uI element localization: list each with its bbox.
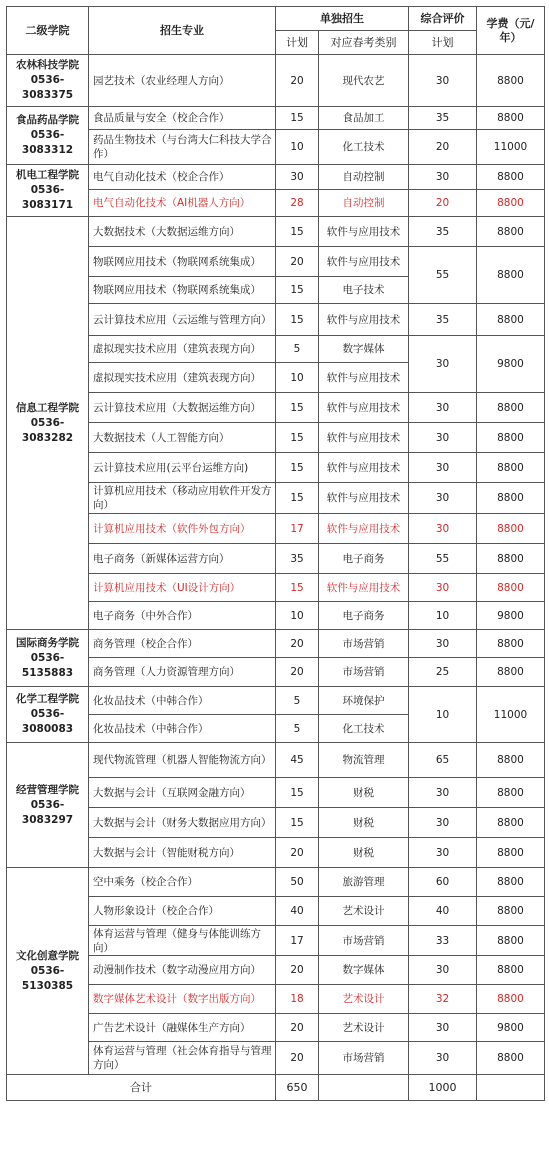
category-cell: 财税	[319, 778, 409, 808]
college-cell	[7, 868, 89, 1075]
fee-cell: 8800	[477, 808, 545, 838]
fee-cell: 8800	[477, 897, 545, 926]
major-cell: 化妆品技术（中韩合作）	[89, 687, 276, 715]
comp-plan-cell: 55	[409, 247, 477, 304]
major-cell: 体育运营与管理（社会体育指导与管理方向）	[89, 1042, 276, 1075]
category-cell: 软件与应用技术	[319, 304, 409, 336]
category-cell: 软件与应用技术	[319, 453, 409, 483]
plan-cell: 5	[276, 687, 319, 715]
major-cell: 动漫制作技术（数字动漫应用方向）	[89, 956, 276, 985]
fee-cell: 8800	[477, 483, 545, 514]
major-cell: 人物形象设计（校企合作）	[89, 897, 276, 926]
fee-cell: 8800	[477, 247, 545, 304]
college-cell	[7, 165, 89, 217]
fee-cell: 9800	[477, 336, 545, 393]
comp-plan-cell: 10	[409, 687, 477, 743]
college-cell	[7, 217, 89, 630]
category-cell: 数字媒体	[319, 336, 409, 363]
category-cell: 物流管理	[319, 743, 409, 778]
plan-cell: 20	[276, 658, 319, 687]
major-cell: 大数据与会计（智能财税方向）	[89, 838, 276, 868]
comp-plan-cell: 30	[409, 1042, 477, 1075]
table-row	[7, 630, 545, 658]
fee-cell: 8800	[477, 868, 545, 897]
comp-plan-cell: 30	[409, 778, 477, 808]
category-cell: 市场营销	[319, 926, 409, 956]
major-cell: 计算机应用技术（UI设计方向）	[89, 574, 276, 602]
college-cell	[7, 743, 89, 868]
category-cell: 数字媒体	[319, 956, 409, 985]
fee-cell: 11000	[477, 687, 545, 743]
comp-plan-cell: 30	[409, 1014, 477, 1042]
plan-cell: 28	[276, 190, 319, 217]
comp-plan-cell: 25	[409, 658, 477, 687]
fee-cell: 8800	[477, 190, 545, 217]
plan-cell: 30	[276, 165, 319, 190]
major-cell: 计算机应用技术（软件外包方向）	[89, 514, 276, 544]
table-row	[7, 165, 545, 190]
major-cell: 虚拟现实技术应用（建筑表现方向）	[89, 336, 276, 363]
comp-plan-cell: 35	[409, 217, 477, 247]
fee-cell: 8800	[477, 544, 545, 574]
comp-plan-cell: 32	[409, 985, 477, 1014]
category-cell: 软件与应用技术	[319, 247, 409, 277]
comp-plan-cell: 30	[409, 393, 477, 423]
college-cell	[7, 107, 89, 165]
category-cell: 市场营销	[319, 1042, 409, 1075]
plan-cell: 20	[276, 630, 319, 658]
plan-cell: 35	[276, 544, 319, 574]
college-name: 机电工程学院	[16, 169, 79, 181]
plan-cell: 15	[276, 778, 319, 808]
plan-cell: 50	[276, 868, 319, 897]
comp-plan-cell: 40	[409, 897, 477, 926]
comp-plan-cell: 30	[409, 55, 477, 107]
major-cell: 食品质量与安全（校企合作）	[89, 107, 276, 130]
table-row	[7, 743, 545, 778]
category-cell: 电子技术	[319, 277, 409, 304]
category-cell: 食品加工	[319, 107, 409, 130]
fee-cell: 8800	[477, 55, 545, 107]
plan-cell: 15	[276, 483, 319, 514]
plan-cell: 15	[276, 217, 319, 247]
fee-cell: 8800	[477, 630, 545, 658]
fee-cell: 8800	[477, 574, 545, 602]
major-cell: 商务管理（人力资源管理方向）	[89, 658, 276, 687]
major-cell: 商务管理（校企合作）	[89, 630, 276, 658]
fee-cell: 8800	[477, 985, 545, 1014]
category-cell: 软件与应用技术	[319, 217, 409, 247]
category-cell: 化工技术	[319, 130, 409, 165]
major-cell: 广告艺术设计（融媒体生产方向）	[89, 1014, 276, 1042]
plan-cell: 15	[276, 423, 319, 453]
plan-cell: 15	[276, 107, 319, 130]
plan-cell: 15	[276, 453, 319, 483]
category-cell: 环境保护	[319, 687, 409, 715]
total-label: 合计	[7, 1075, 276, 1101]
category-cell: 软件与应用技术	[319, 514, 409, 544]
category-cell: 软件与应用技术	[319, 574, 409, 602]
major-cell: 计算机应用技术（移动应用软件开发方向）	[89, 483, 276, 514]
category-cell: 艺术设计	[319, 897, 409, 926]
plan-cell: 20	[276, 956, 319, 985]
major-cell: 大数据技术（大数据运维方向）	[89, 217, 276, 247]
comp-plan-cell: 65	[409, 743, 477, 778]
category-cell: 市场营销	[319, 630, 409, 658]
major-cell: 大数据与会计（财务大数据应用方向）	[89, 808, 276, 838]
fee-cell: 8800	[477, 658, 545, 687]
college-name: 化学工程学院	[16, 693, 79, 705]
plan-cell: 20	[276, 1042, 319, 1075]
category-cell: 现代农艺	[319, 55, 409, 107]
plan-cell: 10	[276, 363, 319, 393]
comp-plan-cell: 30	[409, 453, 477, 483]
plan-cell: 18	[276, 985, 319, 1014]
college-cell	[7, 55, 89, 107]
major-cell: 数字媒体艺术设计（数字出版方向）	[89, 985, 276, 1014]
category-cell: 电子商务	[319, 544, 409, 574]
fee-cell: 8800	[477, 1042, 545, 1075]
header-comprehensive: 综合评价	[409, 7, 477, 31]
major-cell: 虚拟现实技术应用（建筑表现方向）	[89, 363, 276, 393]
fee-cell: 8800	[477, 423, 545, 453]
college-name: 国际商务学院	[16, 636, 79, 649]
college-name: 食品药品学院	[16, 114, 79, 126]
comp-plan-cell: 30	[409, 165, 477, 190]
fee-cell: 8800	[477, 304, 545, 336]
college-phone: 0536-3083282	[21, 416, 74, 444]
plan-cell: 15	[276, 574, 319, 602]
header-category: 对应春考类别	[319, 31, 409, 55]
category-cell: 自动控制	[319, 165, 409, 190]
table-row	[7, 217, 545, 247]
major-cell: 电子商务（新媒体运营方向）	[89, 544, 276, 574]
college-name: 经营管理学院	[16, 783, 79, 796]
category-cell: 软件与应用技术	[319, 483, 409, 514]
table-body	[7, 55, 545, 1075]
plan-cell: 15	[276, 393, 319, 423]
comp-plan-cell: 30	[409, 336, 477, 393]
college-name: 信息工程学院	[16, 401, 79, 414]
comp-plan-cell: 35	[409, 304, 477, 336]
college-name: 农林科技学院	[16, 59, 79, 71]
comp-plan-cell: 30	[409, 630, 477, 658]
major-cell: 云计算技术应用(云平台运维方向)	[89, 453, 276, 483]
fee-cell: 8800	[477, 926, 545, 956]
admission-table-wrapper	[6, 6, 545, 1101]
college-phone: 0536-3083171	[21, 184, 74, 211]
major-cell: 药品生物技术（与台湾大仁科技大学合作）	[89, 130, 276, 165]
comp-plan-cell: 30	[409, 956, 477, 985]
major-cell: 现代物流管理（机器人智能物流方向）	[89, 743, 276, 778]
major-cell: 园艺技术（农业经理人方向）	[89, 55, 276, 107]
plan-cell: 20	[276, 838, 319, 868]
category-cell: 旅游管理	[319, 868, 409, 897]
total-row	[7, 1075, 545, 1101]
category-cell: 软件与应用技术	[319, 363, 409, 393]
major-cell: 化妆品技术（中韩合作）	[89, 715, 276, 743]
fee-cell: 8800	[477, 956, 545, 985]
major-cell: 云计算技术应用（云运维与管理方向）	[89, 304, 276, 336]
header-comp-plan: 计划	[409, 31, 477, 55]
college-cell	[7, 687, 89, 743]
comp-plan-cell: 30	[409, 838, 477, 868]
fee-cell: 9800	[477, 602, 545, 630]
category-cell: 软件与应用技术	[319, 393, 409, 423]
table-row	[7, 107, 545, 130]
header-plan: 计划	[276, 31, 319, 55]
fee-cell: 8800	[477, 514, 545, 544]
plan-cell: 5	[276, 715, 319, 743]
admission-table	[6, 6, 545, 1101]
major-cell: 云计算技术应用（大数据运维方向）	[89, 393, 276, 423]
plan-cell: 45	[276, 743, 319, 778]
total-fee	[477, 1075, 545, 1101]
plan-cell: 17	[276, 514, 319, 544]
plan-cell: 5	[276, 336, 319, 363]
comp-plan-cell: 10	[409, 602, 477, 630]
college-cell	[7, 630, 89, 687]
college-phone: 0536-3080083	[21, 708, 74, 735]
comp-plan-cell: 30	[409, 483, 477, 514]
major-cell: 大数据与会计（互联网金融方向）	[89, 778, 276, 808]
category-cell: 市场营销	[319, 658, 409, 687]
total-comp: 1000	[409, 1075, 477, 1101]
major-cell: 物联网应用技术（物联网系统集成）	[89, 277, 276, 304]
college-phone: 0536-3083312	[21, 129, 74, 156]
plan-cell: 15	[276, 277, 319, 304]
college-phone: 0536-3083375	[21, 74, 74, 101]
fee-cell: 8800	[477, 453, 545, 483]
category-cell: 财税	[319, 808, 409, 838]
comp-plan-cell: 30	[409, 808, 477, 838]
fee-cell: 8800	[477, 165, 545, 190]
comp-plan-cell: 60	[409, 868, 477, 897]
fee-cell: 9800	[477, 1014, 545, 1042]
header-major: 招生专业	[89, 7, 276, 55]
comp-plan-cell: 35	[409, 107, 477, 130]
major-cell: 物联网应用技术（物联网系统集成）	[89, 247, 276, 277]
college-phone: 0536-5135883	[21, 651, 74, 679]
comp-plan-cell: 20	[409, 130, 477, 165]
header-single: 单独招生	[276, 7, 409, 31]
major-cell: 体育运营与管理（健身与体能训练方向）	[89, 926, 276, 956]
fee-cell: 8800	[477, 743, 545, 778]
comp-plan-cell: 33	[409, 926, 477, 956]
total-plan: 650	[276, 1075, 319, 1101]
fee-cell: 8800	[477, 107, 545, 130]
header-college: 二级学院	[7, 7, 89, 55]
comp-plan-cell: 20	[409, 190, 477, 217]
table-row	[7, 55, 545, 107]
plan-cell: 20	[276, 247, 319, 277]
major-cell: 空中乘务（校企合作）	[89, 868, 276, 897]
plan-cell: 20	[276, 1014, 319, 1042]
category-cell: 艺术设计	[319, 985, 409, 1014]
major-cell: 电子商务（中外合作）	[89, 602, 276, 630]
table-row	[7, 687, 545, 715]
category-cell: 化工技术	[319, 715, 409, 743]
table-row	[7, 868, 545, 897]
fee-cell: 8800	[477, 778, 545, 808]
category-cell: 软件与应用技术	[319, 423, 409, 453]
plan-cell: 20	[276, 55, 319, 107]
total-category	[319, 1075, 409, 1101]
fee-cell: 11000	[477, 130, 545, 165]
plan-cell: 10	[276, 130, 319, 165]
comp-plan-cell: 30	[409, 514, 477, 544]
college-name: 文化创意学院	[16, 949, 79, 962]
category-cell: 财税	[319, 838, 409, 868]
fee-cell: 8800	[477, 217, 545, 247]
plan-cell: 15	[276, 808, 319, 838]
fee-cell: 8800	[477, 838, 545, 868]
plan-cell: 15	[276, 304, 319, 336]
header-fee: 学费（元/年）	[477, 7, 545, 55]
college-phone: 0536-5130385	[21, 964, 74, 992]
comp-plan-cell: 30	[409, 423, 477, 453]
plan-cell: 10	[276, 602, 319, 630]
comp-plan-cell: 55	[409, 544, 477, 574]
major-cell: 电气自动化技术（AI机器人方向）	[89, 190, 276, 217]
major-cell: 电气自动化技术（校企合作）	[89, 165, 276, 190]
category-cell: 自动控制	[319, 190, 409, 217]
plan-cell: 40	[276, 897, 319, 926]
major-cell: 大数据技术（人工智能方向）	[89, 423, 276, 453]
plan-cell: 17	[276, 926, 319, 956]
category-cell: 艺术设计	[319, 1014, 409, 1042]
category-cell: 电子商务	[319, 602, 409, 630]
college-phone: 0536-3083297	[21, 798, 74, 826]
comp-plan-cell: 30	[409, 574, 477, 602]
fee-cell: 8800	[477, 393, 545, 423]
